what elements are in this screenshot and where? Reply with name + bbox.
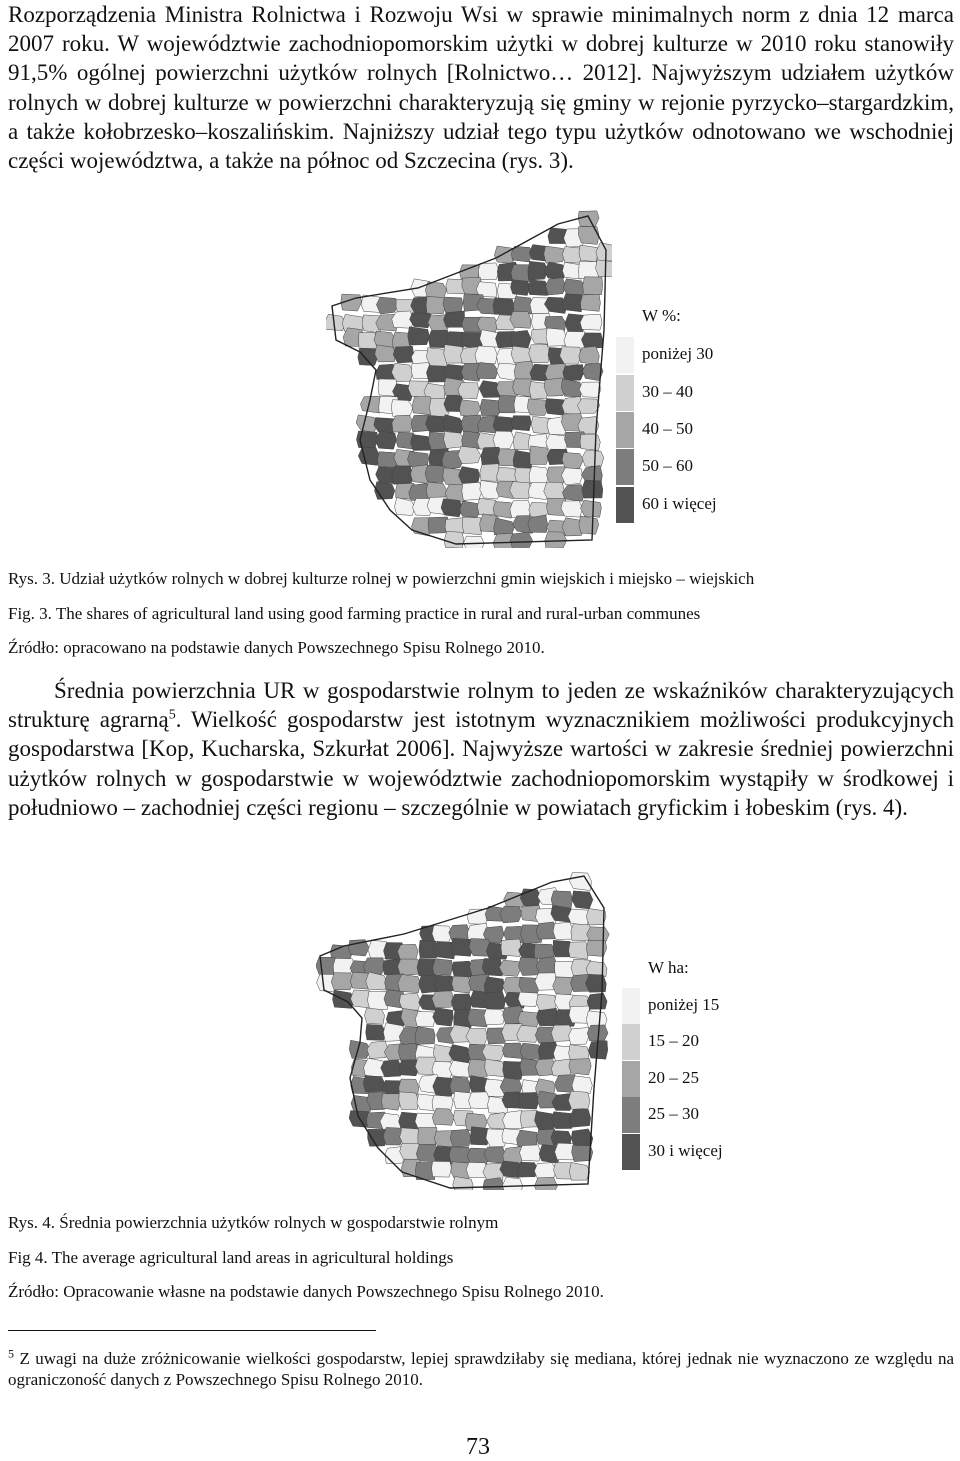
map-region	[511, 246, 532, 262]
map-region	[546, 434, 568, 451]
legend-label: 20 – 25	[648, 1068, 699, 1087]
map-region	[545, 532, 567, 548]
map-region	[569, 1059, 591, 1075]
footnote	[8, 1348, 954, 1390]
map-region	[449, 1045, 471, 1063]
legend-swatch	[616, 337, 634, 373]
map-region	[475, 346, 497, 364]
body-paragraph	[8, 676, 954, 822]
figure-source: Źródło: opracowano na podstawie danych Powszechnego Spisu Rolnego 2010.	[8, 638, 545, 657]
map-region	[484, 977, 504, 994]
legend-item	[616, 337, 816, 373]
map-region	[459, 400, 480, 417]
map-region	[562, 247, 581, 264]
map-region	[444, 432, 465, 449]
map-region	[452, 976, 472, 993]
body-paragraph: Rozporządzenia Ministra Rolnictwa i Rozwoju Wsi w sprawie minimalnych norm z dnia 12 marca 2007 roku. W województwie zachodniopomorskim użytki w dobrej kulturze w 2010 roku stanowiły 91,5% ogólnej powierzchni użytków rolnych [Rolnictwo… 2012]. Najwyższym udziałem użytków rolnych w dobrej kulturze w powierzchni charakteryzują się gminy w rejonie pyrzycko–stargardzkim, a także kołobrzesko–koszalińskim. Najniższy udział tego typu użytków odnotowano we wschodniej części województwa, a także na północ od Szczecina (rys. 3).	[8, 2, 954, 174]
map-region	[432, 992, 454, 1008]
map-region	[484, 1009, 505, 1025]
map-region	[578, 227, 599, 245]
legend-swatch	[622, 1061, 640, 1097]
map-region	[529, 466, 549, 483]
map-region	[511, 280, 531, 296]
footnote-number: 5	[8, 1346, 14, 1361]
map-region	[451, 994, 472, 1011]
legend-swatch	[616, 487, 634, 523]
map-region	[485, 992, 506, 1009]
map-region	[476, 362, 498, 378]
map-fig3-cells	[326, 211, 612, 548]
map-region	[581, 333, 602, 349]
map-region	[466, 1029, 487, 1045]
paragraph-text: . Wielkość gospodarstw jest istotnym wyznacznikiem możliwości produkcyjnych gospodarstwa [Kop, Kucharska, Szkurłat 2006]. Najwyższe wartości w zakresie średniej powierzchni użytków rolnych w gospodarstwie w województwie zachodniopomorskim wystąpiły w środkowej i południowo – zachodniej części regionu – szczególnie w powiatach gryfickim i łobeskim (rys. 4).	[8, 707, 954, 820]
map-region	[551, 1059, 571, 1077]
map-region	[582, 480, 603, 498]
map-region	[480, 464, 499, 482]
legend-label: 50 – 60	[642, 456, 693, 475]
map-region	[443, 311, 464, 327]
map-region	[579, 516, 599, 534]
legend-item	[616, 375, 816, 411]
map-region	[391, 400, 413, 417]
choropleth-map-fig3	[326, 210, 612, 548]
map-region	[544, 482, 565, 499]
map-region	[577, 399, 599, 414]
map-region	[415, 1011, 435, 1026]
map-region	[562, 485, 584, 502]
footnote-separator	[8, 1330, 376, 1331]
map-region	[582, 451, 604, 467]
map-region	[587, 993, 607, 1009]
map-region	[563, 365, 584, 381]
map-region	[366, 1024, 386, 1040]
map-region	[399, 993, 420, 1010]
map-region	[482, 1045, 505, 1061]
map-region	[581, 500, 602, 517]
map-region	[444, 531, 464, 548]
map-region	[580, 294, 600, 311]
map-region	[433, 1008, 453, 1027]
legend-swatch	[616, 375, 634, 411]
legend-title: W ha:	[648, 958, 689, 977]
map-region	[398, 944, 419, 960]
legend-label: 15 – 20	[648, 1031, 699, 1050]
map-region	[459, 466, 480, 485]
map-region	[399, 1043, 419, 1061]
map-region	[562, 452, 583, 468]
map-region	[529, 345, 550, 363]
legend-item	[622, 988, 822, 1024]
map-region	[561, 379, 581, 397]
map-region	[326, 314, 345, 330]
map-region	[561, 468, 582, 485]
map-region	[510, 330, 531, 348]
map-region	[392, 363, 413, 381]
map-region	[398, 974, 420, 992]
legend-item	[616, 412, 816, 448]
map-region	[418, 1127, 437, 1145]
map-region	[579, 346, 600, 364]
legend-item	[622, 1061, 822, 1097]
map-region	[553, 922, 573, 939]
map-region	[363, 1075, 384, 1092]
map-region	[568, 1091, 590, 1109]
map-region	[366, 972, 387, 990]
legend-label: 30 i więcej	[648, 1141, 723, 1160]
map-region	[536, 957, 557, 976]
legend-swatch	[622, 988, 640, 1024]
map-region	[501, 939, 521, 957]
legend-label: 25 – 30	[648, 1104, 699, 1123]
legend-label: 60 i więcej	[642, 494, 717, 513]
map-region	[561, 501, 583, 517]
legend-item	[616, 487, 816, 523]
map-region	[500, 906, 522, 923]
map-region	[572, 891, 593, 909]
figure-source: Źródło: Opracowanie własne na podstawie danych Powszechnego Spisu Rolnego 2010.	[8, 1282, 604, 1301]
map-region	[528, 515, 548, 533]
map-region	[518, 992, 538, 1007]
map-region	[415, 1027, 435, 1045]
map-region	[553, 977, 574, 995]
map-region	[381, 1060, 402, 1077]
map-region	[433, 959, 453, 975]
map-region	[579, 382, 601, 397]
map-region	[551, 905, 572, 922]
map-region	[461, 332, 483, 347]
map-region	[452, 961, 473, 977]
map-region	[580, 434, 600, 450]
legend-swatch	[616, 449, 634, 485]
map-region	[432, 1108, 454, 1125]
legend-label: poniżej 30	[642, 344, 714, 363]
map-region	[511, 416, 531, 431]
map-region	[579, 245, 598, 262]
map-region	[363, 958, 385, 975]
map-region	[596, 260, 612, 277]
map-region	[503, 1061, 523, 1079]
map-region	[510, 482, 531, 499]
map-region	[478, 263, 499, 280]
map-region	[585, 974, 606, 992]
map-region	[546, 278, 566, 295]
map-region	[563, 279, 585, 296]
map-fig4-cells	[316, 873, 609, 1190]
map-region	[432, 1161, 452, 1177]
map-region	[569, 942, 589, 959]
map-region	[410, 435, 431, 451]
legend-label: 40 – 50	[642, 419, 693, 438]
map-region	[358, 447, 379, 465]
map-region	[569, 1162, 590, 1180]
map-region	[443, 297, 463, 313]
legend-item	[622, 1134, 822, 1170]
figure-caption-pl: Rys. 4. Średnia powierzchnia użytków rolnych w gospodarstwie rolnym	[8, 1213, 499, 1232]
map-region	[381, 1094, 401, 1110]
legend-label: poniżej 15	[648, 995, 720, 1014]
map-region	[367, 1041, 388, 1058]
map-region	[580, 314, 602, 330]
map-region	[581, 466, 602, 483]
legend-swatch	[622, 1097, 640, 1133]
map-region	[392, 466, 413, 485]
map-region	[393, 346, 414, 363]
figure-caption-en: Fig. 3. The shares of agricultural land using good farming practice in rural and rural-urban communes	[8, 604, 701, 623]
map-region	[578, 211, 599, 227]
map-region	[499, 960, 521, 976]
map-region	[517, 1026, 539, 1043]
map-region	[546, 328, 566, 346]
map-region	[529, 502, 550, 517]
map-region	[569, 1109, 590, 1127]
map-region	[536, 1008, 557, 1026]
map-region	[462, 482, 482, 500]
legend-swatch	[622, 1134, 640, 1170]
map-region	[410, 313, 432, 328]
legend-swatch	[622, 1024, 640, 1060]
map-region	[441, 499, 463, 517]
map-region	[399, 1092, 419, 1110]
legend-swatch	[616, 412, 634, 448]
map-region	[376, 297, 398, 314]
legend-label: 30 – 40	[642, 382, 693, 401]
figure-caption-pl: Rys. 3. Udział użytków rolnych w dobrej kulturze rolnej w powierzchni gmin wiejskich i miejsko – wiejskich	[8, 569, 755, 588]
map-region	[502, 1177, 522, 1190]
map-region	[530, 446, 550, 465]
map-region	[534, 1177, 557, 1190]
map-region	[463, 536, 484, 548]
map-region	[450, 1129, 471, 1147]
map-region	[358, 348, 378, 365]
map-region	[518, 1092, 539, 1109]
map-region	[331, 973, 353, 990]
map-region	[560, 347, 581, 364]
map-region	[375, 431, 396, 449]
map-region	[443, 415, 464, 433]
map-region	[485, 1059, 505, 1077]
map-region	[583, 277, 603, 295]
legend-item	[622, 1097, 822, 1133]
map-region	[520, 1145, 541, 1161]
map-region	[408, 327, 430, 345]
legend-item	[616, 449, 816, 485]
choropleth-map-fig4	[316, 872, 610, 1190]
figure-caption-en: Fig 4. The average agricultural land areas in agricultural holdings	[8, 1248, 454, 1267]
footnote-text: Z uwagi na duże zróżnicowanie wielkości gospodarstw, lepiej sprawdziłaby się mediana, której jednak nie wyznaczono ze względu na ograniczoność danych z Powszechnego Spisu Rolnego 2010.	[8, 1349, 954, 1389]
map-region	[493, 431, 514, 448]
page-number: 73	[466, 1434, 490, 1460]
map-region	[375, 345, 396, 362]
paragraph-text: Średnia powierzchnia UR w gospodarstwie rolnym to jeden ze wskaźników charakteryzujących strukturę agrarną	[8, 678, 954, 733]
map-region	[364, 1008, 384, 1024]
footnote-reference[interactable]: 5	[168, 707, 176, 723]
map-region	[493, 298, 514, 315]
map-region	[535, 973, 556, 990]
map-region	[400, 1128, 421, 1145]
legend-item	[622, 1024, 822, 1060]
map-region	[510, 532, 532, 548]
map-region	[571, 1129, 593, 1148]
map-region	[469, 1092, 490, 1109]
legend-title: W %:	[642, 306, 681, 325]
map-region	[392, 415, 414, 432]
map-region	[569, 1028, 590, 1045]
map-region	[528, 280, 548, 296]
map-region	[378, 452, 398, 468]
map-region	[481, 447, 501, 465]
map-region	[398, 959, 420, 976]
map-region	[494, 518, 515, 535]
